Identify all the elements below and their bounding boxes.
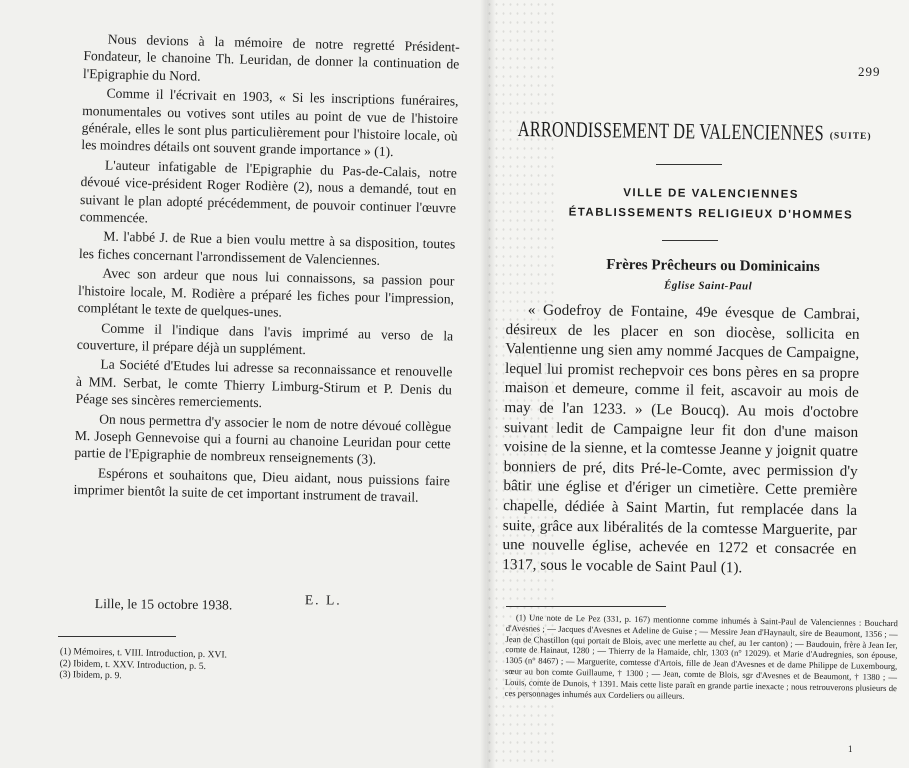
main-body-text: « Godefroy de Fontaine, 49e évesque de Cambrai, désireux de les placer en son diocèse, sollicita en Valentienne ung sien amy nommé Jacques de Campaigne, lequel lui promist rechepvoir ces bons pères en sa propre maison et demeure, comme il feit, ascavoir au mois de may de l'an 1233. » (Le Boucq). Au mois d'octobre suivant ledit de Campaigne leur fit don d'une maison voisine de la sienne, et la comtesse Jeanne y joignit quatre bonniers de pré, dits Pré-le-Comte, avec permission d'y bâtir une église et d'ériger un cimetière. Cette première chapelle, dédiée à Saint Martin, fut remplacée dans la suite, grâce aux libéralités de la comtesse Marguerite, par une nouvelle église, achevée en 1272 et consacrée en 1317, sous le vocable de Saint Paul (1). xyxy=(502,301,860,577)
preface-text xyxy=(73,30,460,509)
heading-rule-1 xyxy=(656,164,722,165)
heading-rule-2 xyxy=(662,240,718,241)
preface-paragraph-8: On nous permettra d'y associer le nom de notre dévoué collègue M. Joseph Gennevoise qui a fourni au chanoine Leuridan pour cette partie de l'Epigraphie de nombreux renseignements (3). xyxy=(74,410,452,468)
author-initials: E. L. xyxy=(304,592,342,608)
heading-suffix: (SUITE) xyxy=(829,131,872,142)
section-subtitle: Église Saint-Paul xyxy=(663,279,753,293)
preface-paragraph-2: Comme il l'écrivait en 1903, « Si les inscriptions funéraires, monumentales ou votives sont utiles au point de vue de l'histoire générale, elles le sont plus particulièrement pour l'histoire locale, où les moindres détails ont souvent grande importance » (1). xyxy=(81,85,459,160)
heading-text: ARRONDISSEMENT DE VALENCIENNES xyxy=(517,116,825,146)
footnote-rule xyxy=(58,636,176,637)
right-footnote: (1) Une note de Le Pez (331, p. 167) mentionne comme inhumés à Saint-Paul de Valenciennes : Bouchard d'Avesnes ; — Jacques d'Avesnes et Adeline de Guise ; — Messire Jean d'Haynault, sire de Beaumont, 1356 ; — Jean de Chastillon (qui portait de Blois, avec une merlette au chef, au 1er canton) ; — Baudouin, frère à Jean Ier, comte de Hainaut, 1280 ; — Thierry de la Hamaide, chlr, 1303 (n° 12029). et Marie d'Audregnies, son épouse, 1305 (n° 8467) ; — Marguerite, comtesse d'Artois, fille de Jean d'Avesnes et de dame Philippe de Luxembourg, sœur au bon comte Guillaume, † 1300 ; — Jean, comte de Blois, sgr d'Avesnes et de Beaumont, † 1380 ; — Louis, comte de Dunois, † 1391. Mais cette liste paraît en grande partie inexacte ; nous retrouverons plusieurs de ces personnages inhumés aux Cordeliers ou ailleurs. xyxy=(504,612,898,701)
subheading-line-1: VILLE DE VALENCIENNES xyxy=(623,187,800,201)
preface-paragraph-4: M. l'abbé J. de Rue a bien voulu mettre à sa disposition, toutes les fiches concernant l'arrondissement de Valenciennes. xyxy=(78,228,456,268)
left-footnote-1: (1) Mémoires, t. VIII. Introduction, p. XVI. xyxy=(59,646,228,661)
preface-paragraph-6: Comme il l'indique dans l'avis imprimé au verso de la couverture, il prépare déjà un supplément. xyxy=(76,319,454,358)
left-footnote-2: (2) Ibidem, t. XXV. Introduction, p. 5. xyxy=(59,657,207,672)
place-and-date: Lille, le 15 octobre 1938. xyxy=(94,595,233,613)
scan-noise xyxy=(486,0,556,768)
preface-paragraph-1: Nous devions à la mémoire de notre regretté Président-Fondateur, le chanoine Th. Leuridan, de donner la continuation de l'Epigraphie du Nord. xyxy=(82,31,460,84)
page-number: 299 xyxy=(858,64,881,79)
preface-paragraph-9: Espérons et souhaitons que, Dieu aidant, nous puissions faire imprimer bientôt la suite de cet important instrument de travail. xyxy=(73,465,451,505)
subheading xyxy=(561,182,861,225)
left-footnote-3: (3) Ibidem, p. 9. xyxy=(59,669,122,682)
arrondissement-heading xyxy=(518,116,888,147)
preface-paragraph-7: La Société d'Etudes lui adresse sa reconnaissance et renouvelle à MM. Serbat, le comte Thierry Limburg-Stirum et P. Denis du Péage ses sincères remerciements. xyxy=(75,356,453,411)
left-footnotes xyxy=(59,646,227,684)
signature-mark: 1 xyxy=(848,744,853,754)
preface-paragraph-5: Avec son ardeur que nous lui connaissons, sa passion pour l'histoire locale, M. Rodière a préparé les fiches pour l'impression, complétant le texte de quelques-unes. xyxy=(77,265,455,320)
sign-off xyxy=(94,590,435,613)
preface-paragraph-3: L'auteur infatigable de l'Epigraphie du Pas-de-Calais, notre dévoué vice-président Roger Rodière (2), nous a demandé, tout en suivant le plan adopté précédemment, de pouvoir continuer l'œuvre commencée. xyxy=(79,157,458,226)
section-title: Frères Prêcheurs ou Dominicains xyxy=(606,256,820,276)
subheading-line-2: ÉTABLISSEMENTS RELIGIEUX D'HOMMES xyxy=(568,206,854,222)
